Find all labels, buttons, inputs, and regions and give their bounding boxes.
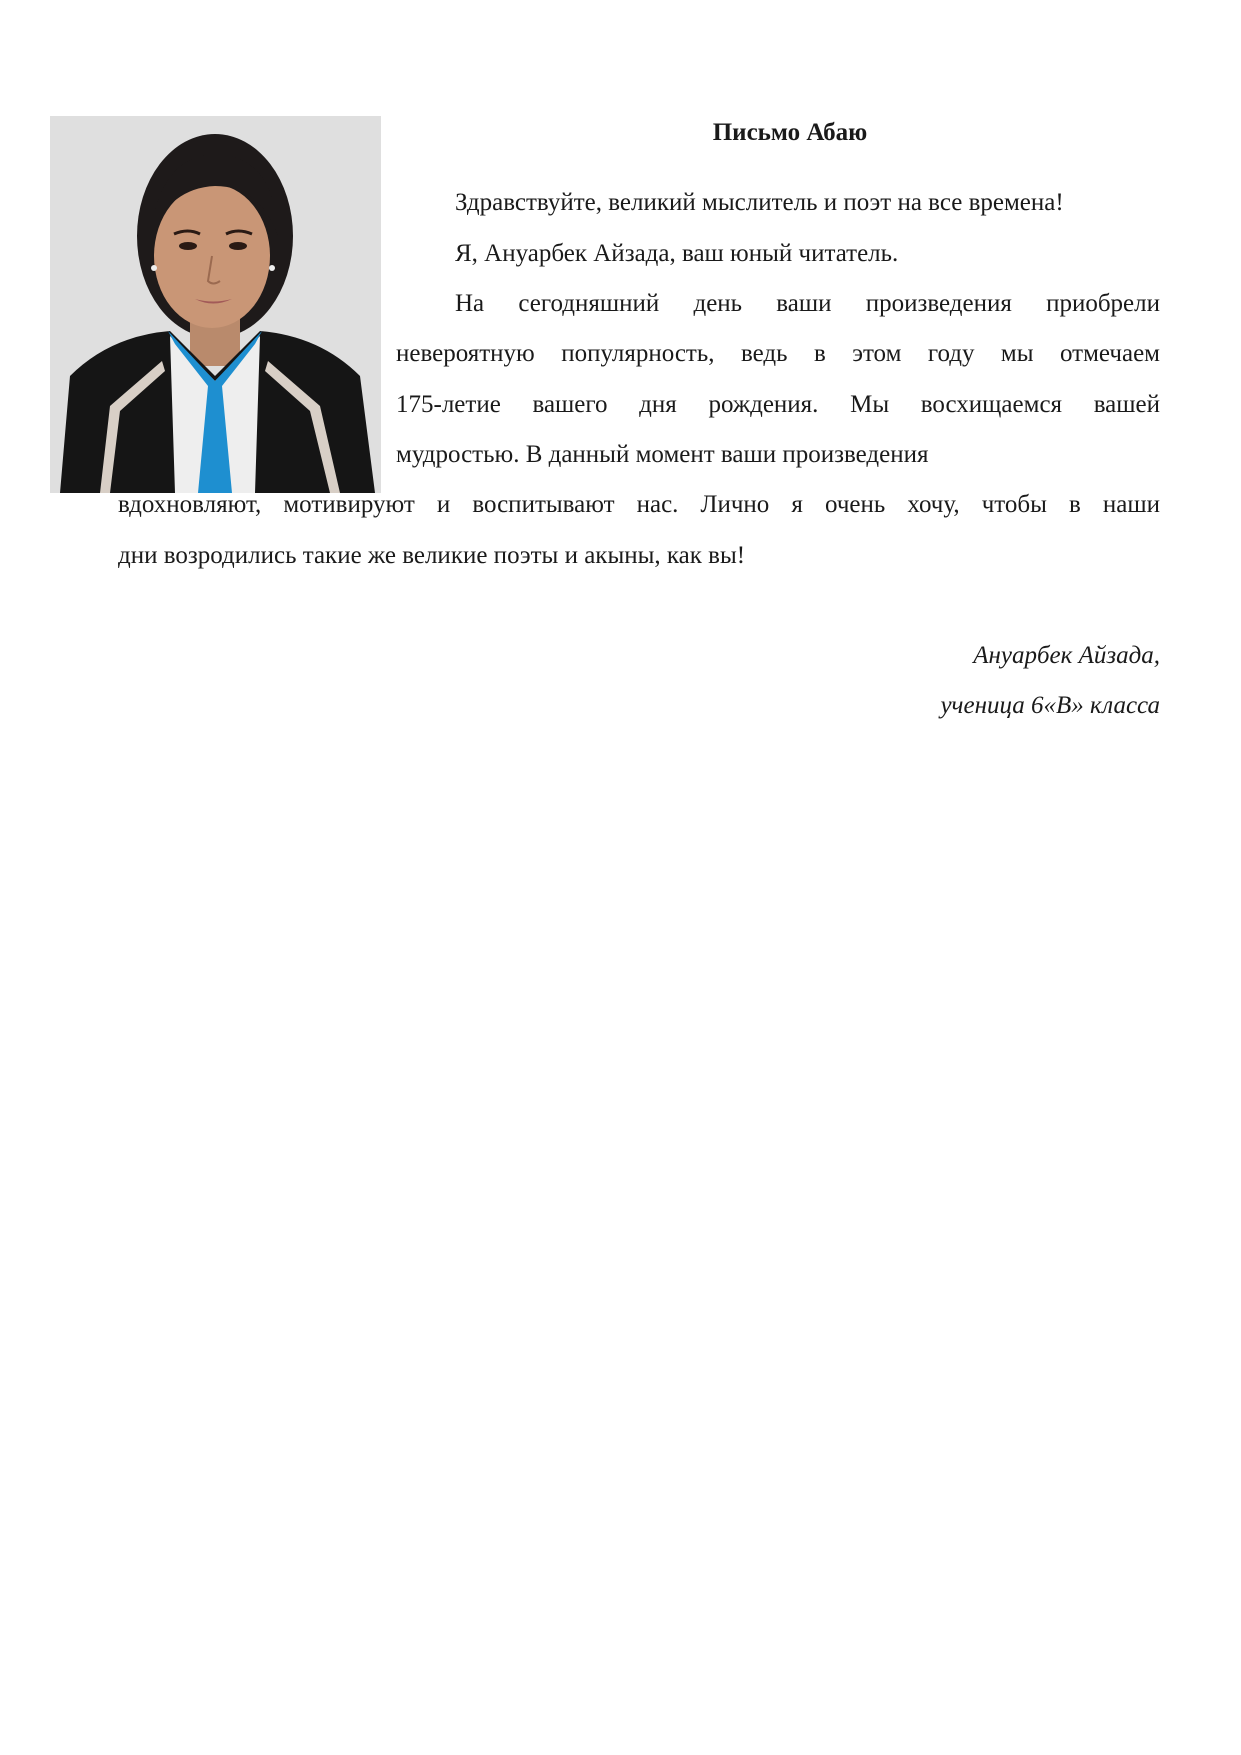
paragraph-line-3: На сегодняшний день ваши произведения приобрели <box>455 290 1160 317</box>
signature-name: Ануарбек Айзада, <box>973 642 1160 669</box>
paragraph-line-5: 175-летие вашего дня рождения. Мы восхищаемся вашей <box>396 391 1160 418</box>
letter-title: Письмо Абаю <box>712 119 868 146</box>
paragraph-line-4: невероятную популярность, ведь в этом году мы отмечаем <box>396 340 1160 367</box>
student-photo <box>50 116 381 493</box>
paragraph-line-2: Я, Ануарбек Айзада, ваш юный читатель. <box>455 240 899 267</box>
paragraph-line-1: Здравствуйте, великий мыслитель и поэт на все времена! <box>455 189 1064 216</box>
paragraph-line-6: мудростью. В данный момент ваши произведения <box>396 441 929 468</box>
paragraph-line-8: дни возродились такие же великие поэты и акыны, как вы! <box>118 542 746 569</box>
signature-class: ученица 6«В» класса <box>940 692 1160 719</box>
paragraph-line-7: вдохновляют, мотивируют и воспитывают нас. Лично я очень хочу, чтобы в наши <box>118 491 1160 518</box>
